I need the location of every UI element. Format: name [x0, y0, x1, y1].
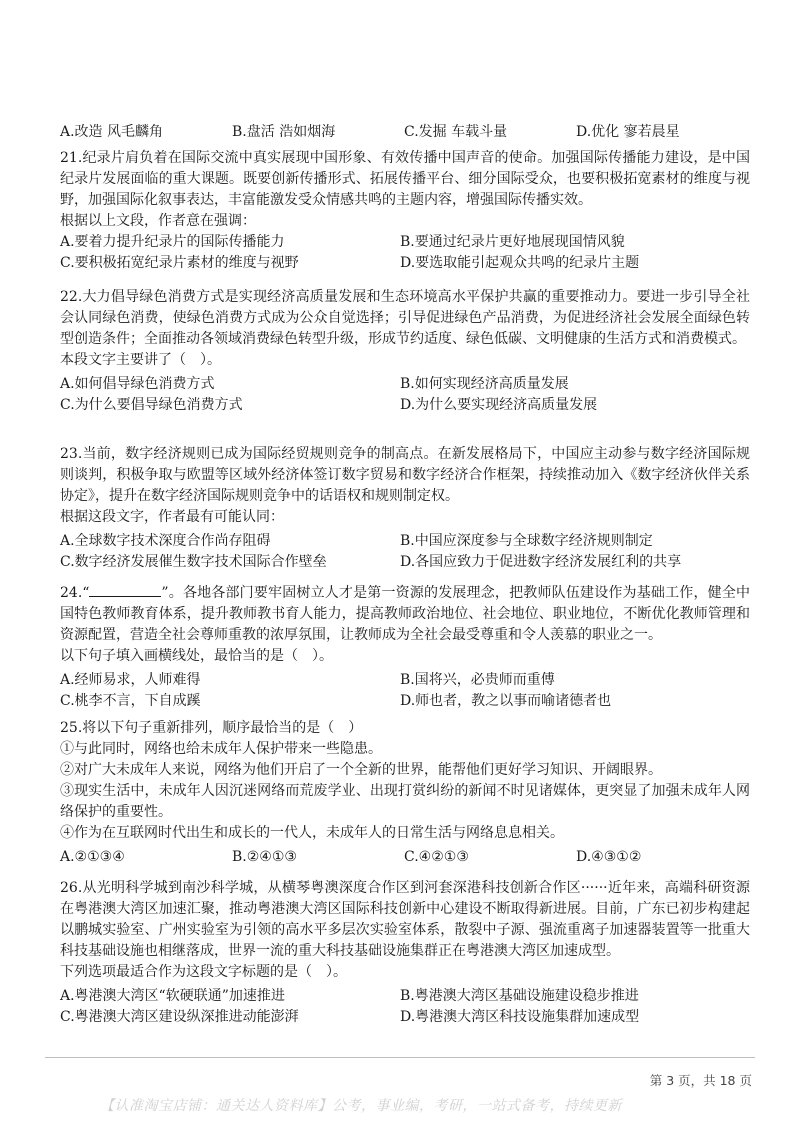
option-d[interactable]: D.各国应致力于促进数字经济发展红利的共享	[400, 554, 682, 570]
options	[60, 531, 750, 573]
option-a[interactable]: A.如何倡导绿色消费方式	[60, 376, 215, 392]
option-c[interactable]: C.桃李不言，下自成蹊	[60, 693, 201, 709]
options	[60, 232, 750, 274]
options	[60, 374, 750, 416]
option-c[interactable]: C.为什么要倡导绿色消费方式	[60, 397, 243, 413]
option-b[interactable]: B.国将兴，必贵师而重傅	[400, 672, 555, 688]
page-number: 第 3 页，共 18 页	[649, 1073, 752, 1088]
option-a[interactable]: A.全球数字技术深度合作尚存阻碍	[60, 533, 271, 549]
question-26	[60, 878, 750, 1028]
option-c[interactable]: C.发掘 车载斗量	[404, 124, 508, 140]
question-24	[60, 582, 750, 712]
watermark-text: 【认准淘宝店铺：通关达人资料库】公考，事业编，考研，一站式备考，持续更新	[100, 1098, 622, 1114]
option-d[interactable]: D.④③①②	[576, 849, 642, 865]
option-b[interactable]: B.如何实现经济高质量发展	[400, 376, 569, 392]
sentence-4: ④作为在互联网时代出生和成长的一代人，未成年人的日常生活与网络息息相关。	[60, 825, 564, 841]
question-stem: 26.从光明科学城到南沙科学城，从横琴粤澳深度合作区到河套深港科技创新合作区······近年来，高端科研资源在粤港澳大湾区加速汇聚，推动粤港澳大湾区国际科技创新中心建设不断取得新进展。目前，广东已初步构建起以鹏城实验室、广州实验室为引领的高水平多层次实验室体系，散裂中子源、强流重离子加速器装置等一批重大科技基础设施也相继落成，世界一流的重大科技基础设施集群正在粤港澳大湾区加速成型。	[60, 880, 750, 959]
question-stem	[60, 582, 750, 646]
question-21	[60, 148, 750, 274]
sentence-1: ①与此同时，网络也给未成年人保护带来一些隐患。	[60, 741, 382, 757]
previous-question-options	[60, 121, 750, 141]
option-a[interactable]: A.改造 风毛麟角	[60, 124, 164, 140]
options	[60, 847, 750, 868]
question-stem: 21.纪录片肩负着在国际交流中真实展现中国形象、有效传播中国声音的使命。加强国际传播能力建设，是中国纪录片发展面临的重大课题。既要创新传播形式、拓展传播平台、细分国际受众，也要积极拓宽素材的维度与视野，加强国际化叙事表达，丰富能激发受众情感共鸣的主题内容，增强国际传播实效。	[60, 150, 750, 208]
option-b[interactable]: B.②④①③	[232, 849, 297, 865]
fill-in-blank[interactable]	[89, 582, 161, 597]
question-number: 24.“	[60, 585, 90, 601]
option-d[interactable]: D.为什么要实现经济高质量发展	[400, 397, 598, 413]
question-stem: 22.大力倡导绿色消费方式是实现经济高质量发展和生态环境高水平保护共赢的重要推动力。要进一步引导全社会认同绿色消费，使绿色消费方式成为公众自觉选择；引导促进绿色产品消费，为促进经济社会发展全面绿色转型创造条件；全面推动各领域消费绿色转型升级，形成节约适度、绿色低碳、文明健康的生活方式和消费模式。	[60, 289, 750, 347]
question-23	[60, 444, 750, 573]
question-stem: 23.当前，数字经济规则已成为国际经贸规则竞争的制高点。在新发展格局下，中国应主动参与数字经济国际规则谈判，积极争取与欧盟等区域外经济体签订数字贸易和数字经济合作框架，持续推动加入《数字经济伙伴关系协定》，提升在数字经济国际规则竞争中的话语权和规则制定权。	[60, 446, 750, 504]
option-d[interactable]: D.粤港澳大湾区科技设施集群加速成型	[400, 1009, 640, 1025]
footer-divider	[45, 1057, 755, 1058]
option-d[interactable]: D.师也者，教之以事而喻诸德者也	[400, 693, 612, 709]
option-c[interactable]: C.数字经济发展催生数字技术国际合作壁垒	[60, 554, 327, 570]
option-a[interactable]: A.经师易求，人师难得	[60, 672, 201, 688]
question-stem: 25.将以下句子重新排列，顺序最恰当的是（ ）	[60, 720, 363, 736]
option-c[interactable]: C.④②①③	[404, 849, 469, 865]
option-a[interactable]: A.②①③④	[60, 849, 125, 865]
stem-text: ”。各地各部门要牢固树立人才是第一资源的发展理念，把教师队伍建设作为基础工作，健全中国特色教师教育体系，提升教师教书育人能力，提高教师政治地位、社会地位、职业地位，不断优化教师管理和资源配置，营造全社会尊师重教的浓厚氛围，让教师成为全社会最受尊重和令人羡慕的职业之一。	[60, 585, 750, 643]
question-prompt: 根据以上文段，作者意在强调：	[60, 213, 256, 229]
option-a[interactable]: A.要着力提升纪录片的国际传播能力	[60, 234, 285, 250]
sentence-2: ②对广大未成年人来说，网络为他们开启了一个全新的世界，能帮他们更好学习知识、开阔眼界。	[60, 762, 662, 778]
option-c[interactable]: C.要积极拓宽纪录片素材的维度与视野	[60, 255, 299, 271]
option-b[interactable]: B.盘活 浩如烟海	[232, 124, 336, 140]
option-b[interactable]: B.要通过纪录片更好地展现国情风貌	[400, 234, 625, 250]
question-prompt: 根据这段文字，作者最有可能认同：	[60, 509, 284, 525]
option-d[interactable]: D.要选取能引起观众共鸣的纪录片主题	[400, 255, 640, 271]
options	[60, 986, 750, 1028]
option-a[interactable]: A.粤港澳大湾区“软硬联通”加速推进	[60, 988, 285, 1004]
question-prompt: 本段文字主要讲了（ ）。	[60, 352, 221, 368]
options	[60, 670, 750, 712]
option-c[interactable]: C.粤港澳大湾区建设纵深推进动能澎湃	[60, 1009, 299, 1025]
question-22	[60, 287, 750, 416]
question-prompt: 下列选项最适合作为这段文字标题的是（ ）。	[60, 964, 347, 980]
sentence-3: ③现实生活中，未成年人因沉迷网络而荒废学业、出现打赏纠纷的新闻不时见诸媒体，更突显了加强未成年人网络保护的重要性。	[60, 783, 750, 820]
option-d[interactable]: D.优化 寥若晨星	[576, 124, 680, 140]
option-b[interactable]: B.中国应深度参与全球数字经济规则制定	[400, 533, 653, 549]
option-b[interactable]: B.粤港澳大湾区基础设施建设稳步推进	[400, 988, 639, 1004]
question-prompt: 以下句子填入画横线处，最恰当的是（ ）。	[60, 648, 333, 664]
question-25	[60, 718, 750, 868]
